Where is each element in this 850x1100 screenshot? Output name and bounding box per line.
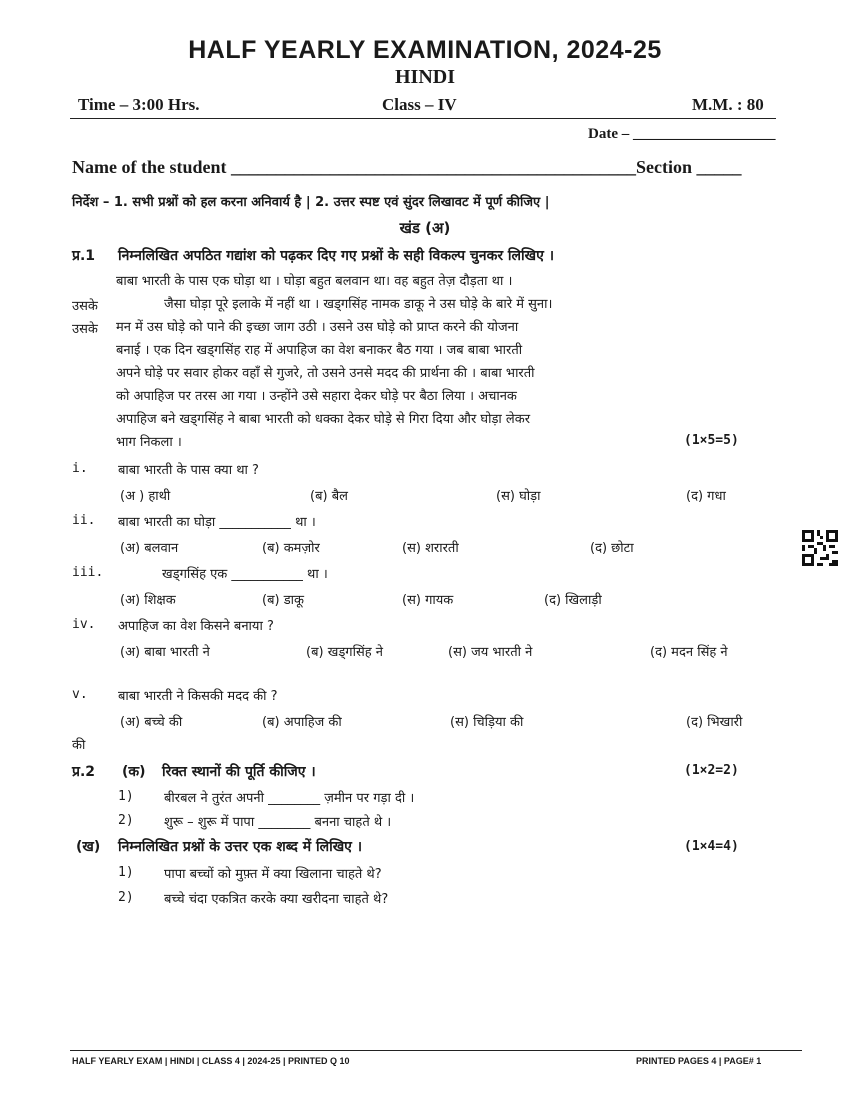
q2b-marks: (1×4=4) bbox=[684, 839, 739, 854]
q1-number: प्र.1 bbox=[72, 248, 96, 264]
q1-i-text: बाबा भारती के पास क्या था ? bbox=[118, 463, 259, 478]
option: (ब) खड्गसिंह ने bbox=[306, 645, 384, 660]
header-rule bbox=[70, 118, 776, 119]
q1-iv-text: अपाहिज का वेश किसने बनाया ? bbox=[118, 619, 274, 634]
q2b-label: (ख) bbox=[76, 839, 101, 855]
option: (अ) बलवान bbox=[120, 541, 179, 556]
max-marks-label: M.M. : 80 bbox=[692, 95, 764, 114]
option: (अ) बच्चे की bbox=[120, 715, 183, 730]
passage-line: अपने घोड़े पर सवार होकर वहाँ से गुजरे, तो उसने उनसे मदद की प्रार्थना की । बाबा भारती bbox=[116, 366, 535, 381]
q1-margin-word-2: उसके bbox=[72, 322, 98, 337]
option: (स) गायक bbox=[402, 593, 454, 608]
option: (स) शरारती bbox=[402, 541, 459, 556]
q1-text: निम्नलिखित अपठित गद्यांश को पढ़कर दिए गए प्रश्नों के सही विकल्प चुनकर लिखिए । bbox=[118, 248, 555, 264]
item-text: बच्चे चंदा एकत्रित करके क्या खरीदना चाहते थे? bbox=[164, 892, 389, 907]
option: (द) मदन सिंह ने bbox=[650, 645, 728, 660]
option: (अ) शिक्षक bbox=[120, 593, 176, 608]
passage-line: जैसा घोड़ा पूरे इलाके में नहीं था । खड्गसिंह नामक डाकू ने उस घोड़े के बारे में सुना। bbox=[164, 297, 553, 312]
q1-v-number: v. bbox=[72, 687, 88, 702]
q1-ii-number: ii. bbox=[72, 513, 96, 528]
item-text: शुरू – शुरू में पापा ________ बनना चाहते थे । bbox=[164, 815, 392, 830]
option: (द) छोटा bbox=[590, 541, 634, 556]
subject-title: HINDI bbox=[394, 66, 455, 88]
option: (ब) बैल bbox=[310, 489, 348, 504]
time-label: Time – 3:00 Hrs. bbox=[78, 95, 200, 114]
q2b-text: निम्नलिखित प्रश्नों के उत्तर एक शब्द में लिखिए । bbox=[118, 839, 363, 855]
option: (ब) डाकू bbox=[262, 593, 305, 608]
q1-iii-number: iii. bbox=[72, 565, 104, 580]
option: (स) चिड़िया की bbox=[450, 715, 524, 730]
option: (अ) बाबा भारती ने bbox=[120, 645, 210, 660]
student-name-field: Name of the student _____________________________________________Section _____ bbox=[72, 157, 742, 177]
item-number: 2) bbox=[118, 813, 134, 828]
item-number: 1) bbox=[118, 865, 134, 880]
q1-passage bbox=[116, 270, 778, 454]
exam-title: HALF YEARLY EXAMINATION, 2024-25 bbox=[188, 36, 662, 64]
class-label: Class – IV bbox=[382, 95, 457, 114]
q1-iii-text: खड्गसिंह एक ___________ था । bbox=[162, 567, 328, 582]
q1-marks: (1×5=5) bbox=[684, 433, 739, 448]
option: (ब) कमज़ोर bbox=[262, 541, 320, 556]
passage-line: बाबा भारती के पास एक घोड़ा था । घोड़ा बहुत बलवान था। वह बहुत तेज़ दौड़ता था । bbox=[116, 274, 513, 289]
q2a-label: (क) bbox=[122, 764, 146, 780]
instructions: निर्देश – 1. सभी प्रश्नों को हल करना अनिवार्य है | 2. उत्तर स्पष्ट एवं सुंदर लिखावट में पूर्ण कीजिए | bbox=[72, 195, 550, 210]
passage-line: बनाई । एक दिन खड्गसिंह राह में अपाहिज का वेश बनाकर बैठ गया । जब बाबा भारती bbox=[116, 343, 523, 358]
option: (अ ) हाथी bbox=[120, 489, 171, 504]
q1-ii-text: बाबा भारती का घोड़ा ___________ था । bbox=[118, 515, 316, 530]
footer-rule bbox=[70, 1050, 802, 1051]
footer-left: HALF YEARLY EXAM | HINDI | CLASS 4 | 2024-25 | PRINTED Q 10 bbox=[72, 1056, 350, 1066]
passage-line: भाग निकला । bbox=[116, 435, 182, 450]
qr-code-icon bbox=[802, 530, 838, 566]
item-text: बीरबल ने तुरंत अपनी ________ ज़मीन पर गड़ा दी । bbox=[164, 791, 415, 806]
option: (द) गधा bbox=[686, 489, 726, 504]
passage-line: अपाहिज बने खड्गसिंह ने बाबा भारती को धक्का देकर घोड़े से गिरा दिया और घोड़ा लेकर bbox=[116, 412, 531, 427]
passage-line: मन में उस घोड़े को पाने की इच्छा जाग उठी । उसने उस घोड़े को प्राप्त करने की योजना bbox=[116, 320, 519, 335]
item-number: 1) bbox=[118, 789, 134, 804]
q1-v-text: बाबा भारती ने किसकी मदद की ? bbox=[118, 689, 278, 704]
option: (द) भिखारी bbox=[686, 715, 743, 730]
option-wrap: की bbox=[72, 738, 86, 753]
option: (स) जय भारती ने bbox=[448, 645, 533, 660]
item-number: 2) bbox=[118, 890, 134, 905]
option: (द) खिलाड़ी bbox=[544, 593, 602, 608]
q2a-text: रिक्त स्थानों की पूर्ति कीजिए । bbox=[162, 764, 316, 780]
option: (ब) अपाहिज की bbox=[262, 715, 342, 730]
passage-line: को अपाहिज पर तरस आ गया । उन्होंने उसे सहारा देकर घोड़े पर बैठा लिया । अचानक bbox=[116, 389, 517, 404]
item-text: पापा बच्चों को मुफ़्त में क्या खिलाना चाहते थे? bbox=[164, 867, 382, 882]
q1-i-number: i. bbox=[72, 461, 88, 476]
date-field: Date – ___________________ bbox=[588, 126, 776, 142]
q1-iv-number: iv. bbox=[72, 617, 96, 632]
q1-margin-word-1: उसके bbox=[72, 299, 98, 314]
footer-right: PRINTED PAGES 4 | PAGE# 1 bbox=[636, 1056, 762, 1066]
option: (स) घोड़ा bbox=[496, 489, 541, 504]
q2-number: प्र.2 bbox=[72, 764, 96, 780]
section-heading: खंड (अ) bbox=[399, 219, 451, 237]
q2a-marks: (1×2=2) bbox=[684, 763, 739, 778]
